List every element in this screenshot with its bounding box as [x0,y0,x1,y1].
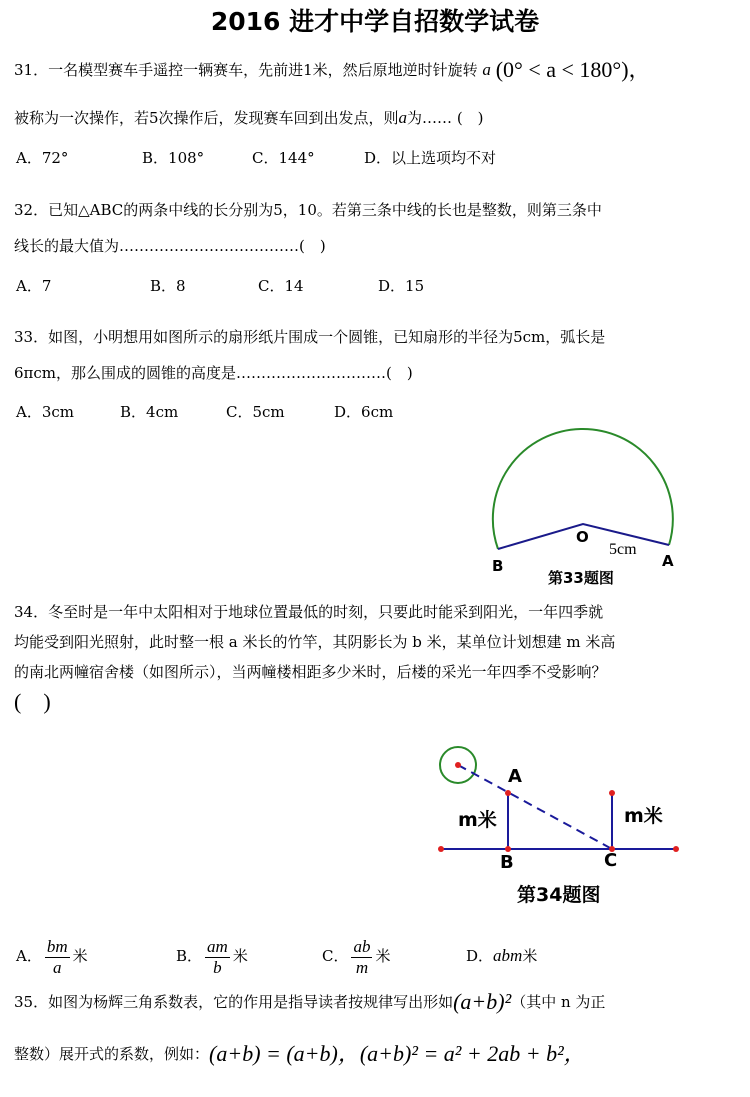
option-letter: D． [466,947,494,965]
option-letter: C． [322,947,349,965]
unit: 米 [375,947,391,965]
q34-option-c [322,936,391,978]
fig33-label-a: A [662,552,674,570]
unit: 米 [72,947,88,965]
unit: 米 [232,947,248,965]
q32-option-c: C．14 [258,277,304,295]
q35-text2: （其中 n 为正 [511,993,606,1011]
q31-text: 31．一名模型赛车手遥控一辆赛车，先前进1米，然后原地逆时针旋转 [14,61,478,79]
q35-text3: 整数）展开式的系数，例如： [14,1045,210,1063]
numerator: ab [353,936,371,956]
sun-ray [458,765,612,849]
denominator: a [52,957,62,977]
fig33-label-b: B [492,557,504,575]
denominator: m [355,957,369,977]
q31-option-b: B．108° [142,149,205,167]
q33-line1: 33．如图，小明想用如图所示的扇形纸片围成一个圆锥，已知扇形的半径为5cm，弧长是 [14,328,606,346]
q32-line1: 32．已知△ABC的两条中线的长分别为5，10。若第三条中线的长也是整数，则第三条中 [14,201,602,219]
q34-option-d [466,936,537,976]
q31-text3: 为…… ( ) [407,109,484,127]
numerator: bm [46,936,68,956]
q33-option-d: D．6cm [334,403,394,421]
q31-condition: (0° < a < 180°)， [495,57,651,82]
q31-option-c: C．144° [252,149,315,167]
q34-option-a [16,936,88,978]
q31-option-a: A．72° [16,149,69,167]
q31-var: a [482,60,491,79]
q35-expr1: (a+b)² [453,989,512,1014]
q35-line2 [14,1041,586,1066]
q34-line1: 34．冬至时是一年中太阳相对于地球位置最低的时刻，只要此时能采到阳光，一年四季就 [14,603,604,621]
q33-option-a: A．3cm [16,403,75,421]
fig34-label-m1: m米 [458,809,497,831]
expression: abm [493,946,523,965]
fig34-label-b: B [500,852,514,873]
fraction [45,937,70,978]
fig34-label-a: A [508,766,522,787]
option-letter: B． [176,947,203,965]
q33-option-c: C．5cm [226,403,285,421]
q32-line2: 线长的最大值为………………………………( ) [14,237,326,255]
q35-text: 35．如图为杨辉三角系数表，它的作用是指导读者按规律写出形如 [14,993,454,1011]
q32-option-b: B．8 [150,277,186,295]
q34-option-b [176,936,248,978]
fig33-caption: 第33题图 [548,569,614,587]
q35-expr2: (a+b) = (a+b)，(a+b)² = a² + 2ab + b²， [209,1041,586,1066]
q34-line2: 均能受到阳光照射，此时整一根 a 米长的竹竿，其阴影长为 b 米，某单位计划想建 m 米高 [14,633,616,651]
fraction [205,937,230,978]
numerator: am [207,936,228,956]
q33-option-b: B．4cm [120,403,179,421]
fig34-label-m2: m米 [624,805,663,827]
q31-text2: 被称为一次操作，若5次操作后，发现赛车回到出发点，则 [14,109,399,127]
q31-option-d: D．以上选项均不对 [364,149,497,167]
q31-var2: a [398,108,408,127]
fig33-label-o: O [576,528,589,546]
q33-line2: 6πcm，那么围成的圆锥的高度是…………………………( ) [14,364,413,382]
denominator: b [213,957,222,977]
q34-line3: 的南北两幢宿舍楼（如图所示），当两幢楼相距多少米时，后楼的采光一年四季不受影响？ [14,663,607,681]
option-letter: A． [16,947,42,965]
fig34-caption: 第34题图 [517,884,601,906]
q32-option-d: D．15 [378,277,425,295]
unit: 米 [522,947,538,965]
q35-line1 [14,989,606,1014]
q32-option-a: A．7 [16,277,52,295]
fig33-label-radius: 5cm [609,541,637,558]
page-title: 2016 进才中学自招数学试卷 [210,7,540,36]
q34-line4: ( ) [14,689,51,714]
fig34-label-c: C [604,850,618,871]
fraction [351,937,372,978]
